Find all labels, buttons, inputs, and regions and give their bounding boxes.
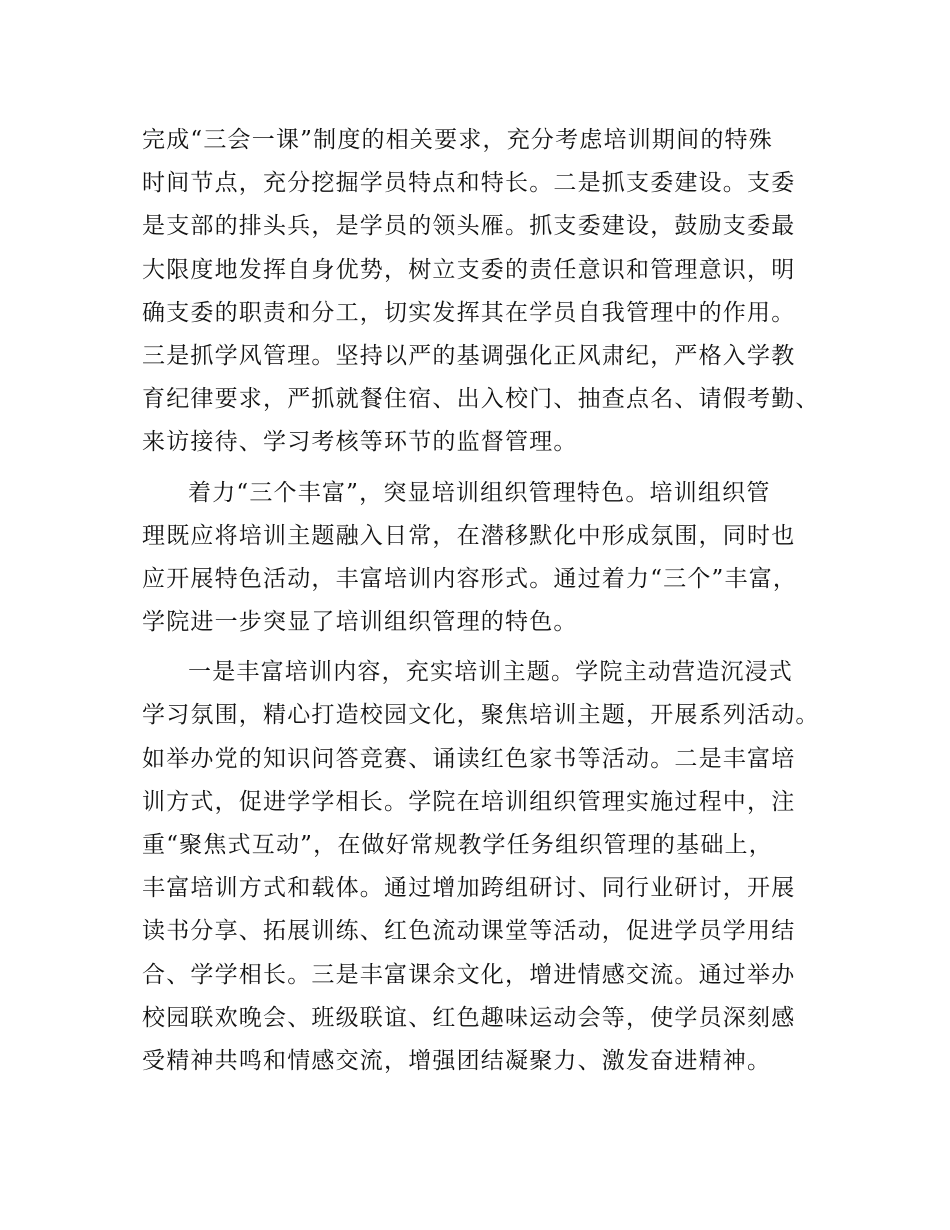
text-line: 重“聚焦式互动”，在做好常规教学任务组织管理的基础上， [142,832,773,858]
text-line: 应开展特色活动，丰富培训内容形式。通过着力“三个”丰富， [142,565,798,592]
text-line: 学习氛围，精心打造校园文化，聚焦培训主题，开展系列活动。 [142,702,820,729]
text-line: 一是丰富培训内容，充实培训主题。学院主动营造沉浸式 [188,659,793,686]
text-line: 大限度地发挥自身优势，树立支委的责任意识和管理意识，明 [142,256,796,283]
document-body [142,119,822,1083]
text-line: 读书分享、拓展训练、红色流动课堂等活动，促进学员学用结 [142,918,796,945]
text-line: 校园联欢晚会、班级联谊、红色趣味运动会等，使学员深刻感 [142,1004,796,1031]
text-line: 合、学学相长。三是丰富课余文化，增进情感交流。通过举办 [142,961,796,988]
paragraph-1 [142,119,822,465]
text-line: 如举办党的知识问答竞赛、诵读红色家书等活动。二是丰富培 [142,745,796,772]
text-line: 受精神共鸣和情感交流，增强团结凝聚力、激发奋进精神。 [142,1047,772,1074]
text-line: 理既应将培训主题融入日常，在潜移默化中形成氛围，同时也 [142,522,796,549]
text-line: 是支部的排头兵，是学员的领头雁。抓支委建设，鼓励支委最 [142,213,796,240]
text-line: 育纪律要求，严抓就餐住宿、出入校门、抽查点名、请假考勤、 [142,386,820,413]
paragraph-3 [142,651,822,1083]
text-line: 学院进一步突显了培训组织管理的特色。 [142,609,578,636]
text-line: 训方式，促进学学相长。学院在培训组织管理实施过程中，注 [142,788,796,815]
text-line: 三是抓学风管理。坚持以严的基调强化正风肃纪，严格入学教 [142,342,796,369]
text-line: 完成“三会一课”制度的相关要求，充分考虑培训期间的特殊 [142,127,773,153]
text-line: 着力“三个丰富”，突显培训组织管理特色。培训组织管 [188,479,771,506]
text-line: 来访接待、学习考核等环节的监督管理。 [142,429,578,456]
text-line: 丰富培训方式和载体。通过增加跨组研讨、同行业研讨，开展 [142,875,796,902]
paragraph-2 [142,472,822,645]
text-line: 时间节点，充分挖掘学员特点和特长。二是抓支委建设。支委 [142,170,796,197]
text-line: 确支委的职责和分工，切实发挥其在学员自我管理中的作用。 [142,299,796,326]
